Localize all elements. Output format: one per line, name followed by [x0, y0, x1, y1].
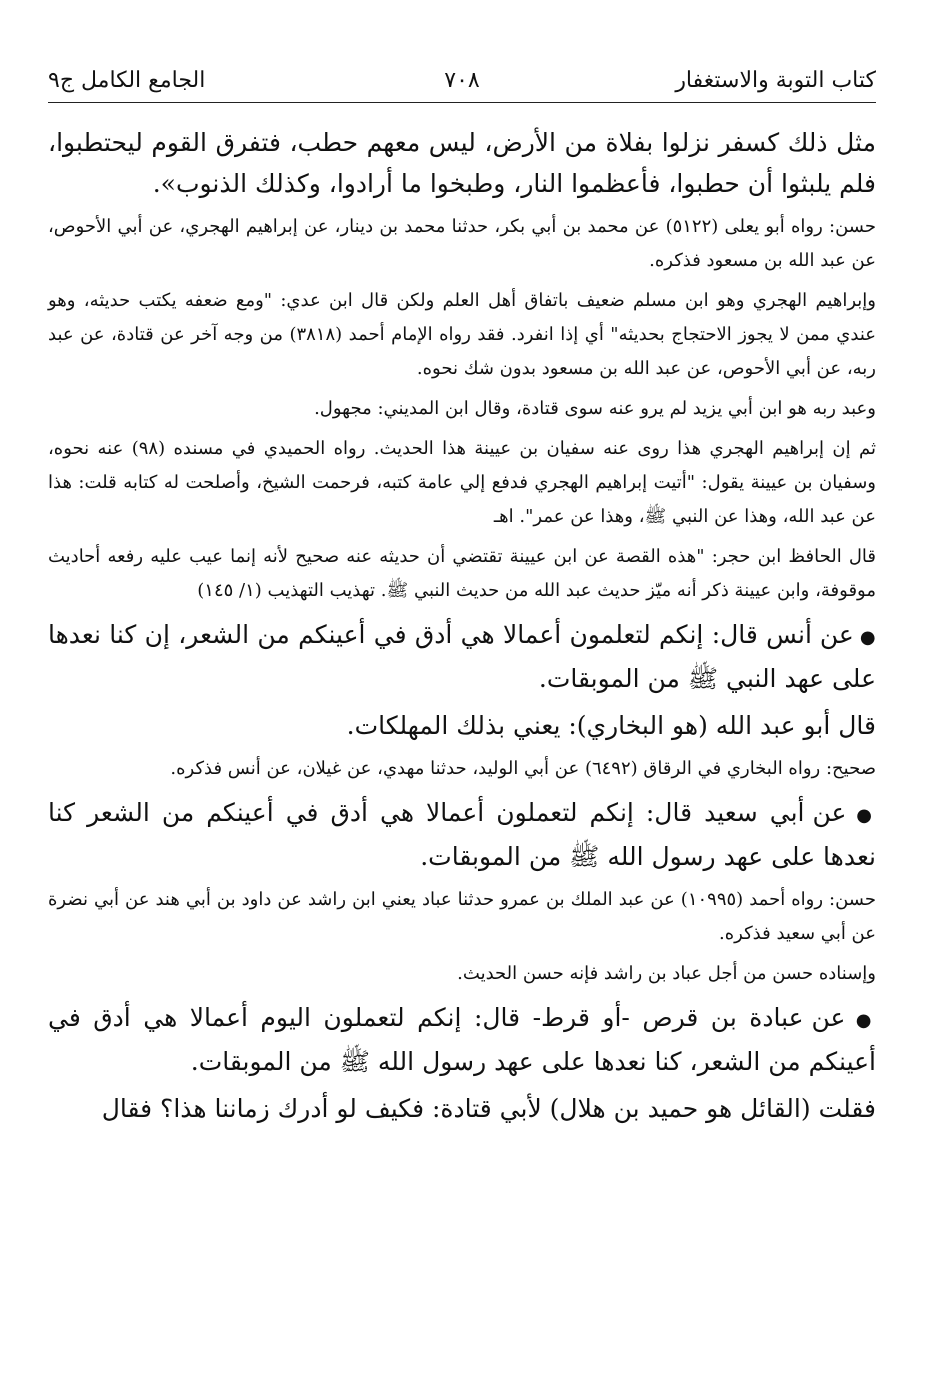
takhrij-note: وإسناده حسن من أجل عباد بن راشد فإنه حسن الحديث.	[457, 963, 876, 984]
takhrij-note: حسن: رواه أحمد (١٠٩٩٥) عن عبد الملك بن عمرو حدثنا عباد يعني ابن راشد عن داود بن أبي هند عن أبي نضرة عن أبي سعيد فذكره.	[48, 889, 876, 944]
takhrij-note: قال الحافظ ابن حجر: "هذه القصة عن ابن عيينة تقتضي أن حديثه عنه صحيح لأنه إنما عيب عليه رفعه أحاديث موقوفة، وابن عيينة ذكر أنه ميّز حديث عبد الله من حديث النبي ﷺ. تهذيب التهذيب (١/ ١٤٥)	[48, 546, 876, 601]
takhrij-note: حسن: رواه أبو يعلى (٥١٢٢) عن محمد بن أبي بكر، حدثنا محمد بن دينار، عن إبراهيم الهجري، عن أبي الأحوص، عن عبد الله بن مسعود فذكره.	[48, 216, 876, 271]
page-number: ٧٠٨	[444, 67, 480, 93]
hadith-comment: قال أبو عبد الله (هو البخاري): يعني بذلك المهلكات.	[346, 711, 876, 740]
hadith-entry: ● عن أبي سعيد قال: إنكم لتعملون أعمالا هي أدق في أعينكم من الشعر كنا نعدها على عهد رسول الله ﷺ من الموبقات.	[48, 792, 876, 877]
takhrij-note: ثم إن إبراهيم الهجري هذا روى عنه سفيان بن عيينة هذا الحديث. رواه الحميدي في مسنده (٩٨) عنه نحوه، وسفيان بن عيينة يقول: "أتيت إبراهيم الهجري فدفع إلي عامة كتبه، فرحمت الشيخ، وأصلحت له كتابه قلت: هذا عن عبد الله، وهذا عن النبي ﷺ، وهذا عن عمر". اهـ	[48, 438, 876, 527]
book-title: كتاب التوبة والاستغفار	[675, 67, 876, 93]
takhrij-note: صحيح: رواه البخاري في الرقاق (٦٤٩٢) عن أبي الوليد، حدثنا مهدي، عن غيلان، عن أنس فذكره.	[170, 758, 876, 779]
hadith-entry: ● عن عبادة بن قرص -أو قرط- قال: إنكم لتعملون اليوم أعمالا هي أدق في أعينكم من الشعر، كنا نعدها على عهد رسول الله ﷺ من الموبقات.	[48, 997, 876, 1082]
running-header	[48, 58, 876, 103]
hadith-continuation: فقلت (القائل هو حميد بن هلال) لأبي قتادة: فكيف لو أدرك زماننا هذا؟ فقال	[101, 1094, 876, 1123]
takhrij-note: وإبراهيم الهجري وهو ابن مسلم ضعيف باتفاق أهل العلم ولكن قال ابن عدي: "ومع ضعفه يكتب حديثه، وهو عندي ممن لا يجوز الاحتجاج بحديثه" أي إذا انفرد. فقد رواه الإمام أحمد (٣٨١٨) من وجه آخر عن قتادة، عن عبد ربه، عن أبي الأحوص، عن عبد الله بن مسعود بدون شك نحوه.	[48, 290, 876, 379]
collection-title: الجامع الكامل ج٩	[48, 67, 206, 93]
paragraph-continuation: مثل ذلك كسفر نزلوا بفلاة من الأرض، ليس معهم حطب، فتفرق القوم ليحتطبوا، فلم يلبثوا أن حطبوا، فأعظموا النار، وطبخوا ما أرادوا، وكذلك الذنوب».	[48, 128, 876, 198]
takhrij-note: وعبد ربه هو ابن أبي يزيد لم يرو عنه سوى قتادة، وقال ابن المديني: مجهول.	[314, 398, 876, 419]
hadith-entry: ● عن أنس قال: إنكم لتعلمون أعمالا هي أدق في أعينكم من الشعر، إن كنا نعدها على عهد النبي ﷺ من الموبقات.	[48, 614, 876, 699]
page-body	[48, 122, 876, 1135]
